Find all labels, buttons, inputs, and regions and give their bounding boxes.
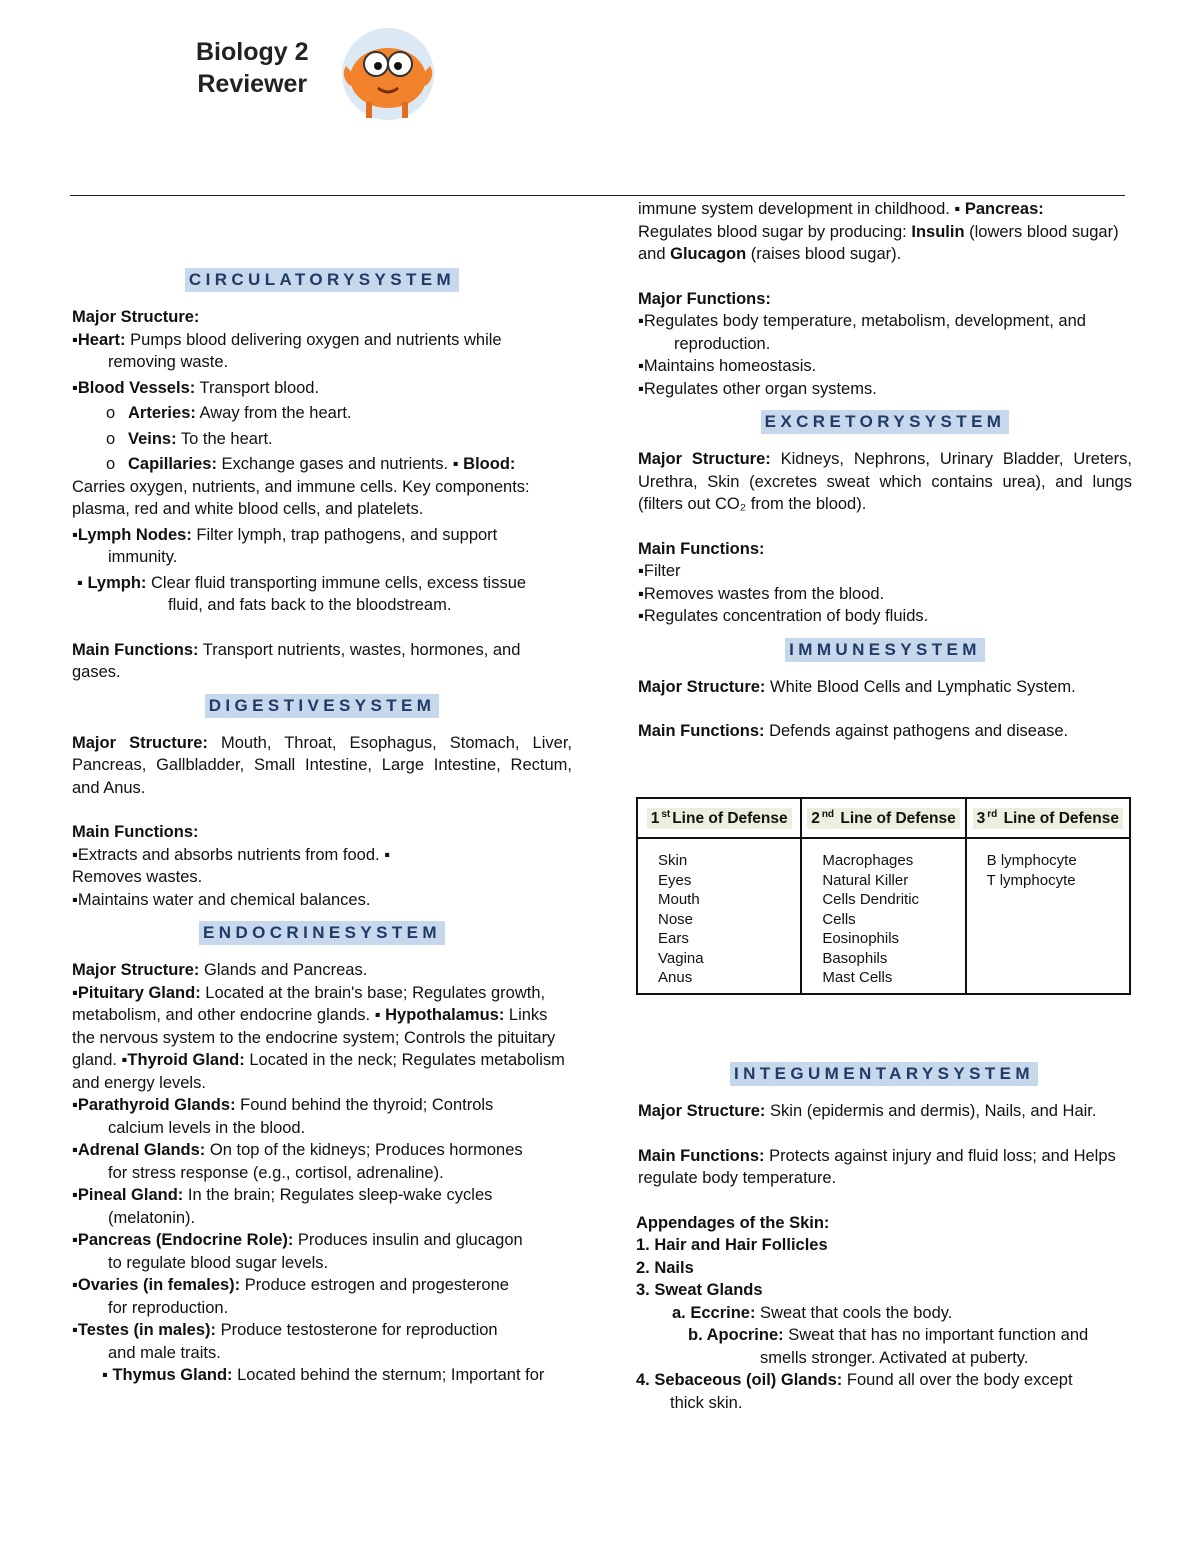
text	[638, 720, 1132, 743]
text: Mouth	[658, 891, 700, 908]
defense-table	[636, 797, 1131, 995]
text: ▪	[374, 1006, 381, 1024]
text	[72, 982, 572, 1095]
bold-label: Main Functions:	[638, 722, 765, 740]
text: White Blood Cells and Lymphatic System.	[765, 677, 1076, 696]
bold-label: Parathyroid Glands:	[77, 1096, 236, 1114]
text: immunity.	[108, 548, 178, 566]
blood-text: Carries oxygen, nutrients, and immune cells. Key components: plasma, red and white blood cells, and platelets.	[72, 477, 530, 518]
text: ▪	[638, 357, 644, 375]
text: Line of Defense	[836, 809, 956, 827]
bold-label: Main Functions:	[72, 640, 199, 659]
bold-label: Major Structure:	[638, 450, 771, 468]
text: Eyes	[658, 871, 692, 889]
text: Sweat that has no important function and	[783, 1326, 1089, 1344]
text	[72, 1274, 572, 1297]
text	[638, 448, 1132, 516]
bold-label: 3. Sweat Glands	[636, 1281, 763, 1299]
text: CIRCULATORYSYSTEM	[185, 268, 459, 292]
text: smells stronger. Activated at puberty.	[760, 1348, 1029, 1367]
bold-label: Major Structure:	[638, 677, 766, 696]
bold-label: Main Functions:	[72, 823, 199, 841]
text	[638, 378, 1132, 401]
bold-label: Pineal Gland:	[77, 1186, 184, 1204]
bold-label: Appendages of the Skin:	[636, 1213, 830, 1232]
text	[636, 1234, 1132, 1257]
text: immune system development in childhood.	[638, 200, 955, 218]
text	[638, 560, 1132, 583]
text: (raises blood sugar).	[746, 245, 902, 263]
text: On top of the kidneys; Produces hormones	[205, 1141, 523, 1159]
text: and male traits.	[108, 1343, 221, 1362]
text	[72, 329, 572, 352]
bold-label: Main Functions:	[638, 539, 765, 558]
text	[973, 808, 1123, 829]
text: Cells Dendritic	[822, 891, 920, 908]
integumentary-section	[636, 1054, 1132, 1414]
text: Kidneys, Nephrons, Urinary Bladder, Ureters, Urethra, Skin (excretes sweat which contains urea), and lungs (filters out CO₂ from the blood).	[638, 450, 1133, 513]
text	[72, 377, 572, 400]
digestive-heading	[72, 694, 572, 718]
text	[72, 524, 572, 547]
first-line-cell	[637, 838, 801, 994]
text: ▪	[72, 1141, 78, 1159]
text: Located behind the sternum; Important for	[232, 1366, 545, 1384]
text: Transport nutrients, wastes, hormones, and gases.	[72, 640, 521, 681]
bold-label: a. Eccrine:	[672, 1303, 756, 1322]
text: Links the nervous system to the endocrine system; Controls the pituitary gland.	[72, 1006, 556, 1069]
text: DIGESTIVESYSTEM	[205, 694, 440, 718]
text	[638, 288, 1132, 311]
bold-label: Major Structure:	[72, 733, 208, 752]
text: Produces insulin and glucagon	[293, 1231, 523, 1249]
text	[638, 538, 1132, 561]
text: ▪	[72, 1231, 78, 1249]
bold-label: Major Structure:	[638, 1102, 766, 1120]
text: (lowers blood sugar) and	[638, 222, 1119, 263]
text: Regulates concentration of body fluids.	[643, 607, 929, 625]
text: Mouth, Throat, Esophagus, Stomach, Liver, Pancreas, Gallbladder, Small Intestine, Large Intestine, Rectum, and Anus.	[72, 733, 572, 797]
text: Macrophages	[822, 852, 914, 869]
text: ▪	[102, 1366, 108, 1384]
text	[638, 605, 1132, 628]
text	[72, 821, 572, 844]
text: Regulates blood sugar by producing:	[638, 222, 912, 241]
text	[636, 1212, 1132, 1235]
text	[72, 402, 572, 425]
bold-label: b. Apocrine:	[688, 1326, 784, 1344]
endocrine-heading	[72, 921, 572, 945]
bold-label: Blood Vessels:	[77, 378, 196, 397]
third-line-cell	[966, 838, 1130, 994]
text: 1	[650, 809, 660, 827]
defense-header-row	[637, 798, 1130, 838]
text	[636, 1369, 1132, 1392]
bold-label: Thymus Gland:	[112, 1366, 233, 1384]
text: ▪	[384, 845, 391, 864]
text: 2	[811, 809, 820, 827]
text: Eosinophils	[822, 930, 900, 947]
excretory-heading	[638, 410, 1132, 434]
title-line-1: Biology 2	[196, 38, 309, 66]
text: calcium levels in the blood.	[108, 1118, 306, 1137]
text: ▪	[452, 455, 459, 473]
circulatory-heading	[72, 268, 572, 292]
text	[638, 676, 1132, 699]
text	[638, 355, 1132, 378]
text: Skin (epidermis and dermis), Nails, and Hair.	[765, 1102, 1097, 1120]
text: ▪	[638, 562, 644, 580]
integumentary-heading	[636, 1062, 1132, 1086]
text: Produce testosterone for reproduction	[216, 1321, 498, 1339]
bold-label: Lymph Nodes:	[77, 525, 192, 544]
page-title	[196, 36, 309, 100]
text	[72, 1094, 572, 1117]
text: Regulates other organ systems.	[643, 379, 877, 398]
text: Exchange gases and nutrients.	[216, 455, 453, 473]
text: ▪	[638, 312, 644, 330]
text	[638, 221, 1132, 266]
text: To the heart.	[176, 429, 273, 448]
text	[636, 1324, 1132, 1347]
text: Sweat that cools the body.	[755, 1303, 953, 1322]
text	[72, 428, 572, 451]
text: Maintains water and chemical balances.	[77, 890, 371, 909]
text: Regulates body temperature, metabolism, development, and	[643, 312, 1086, 330]
text	[72, 1364, 572, 1387]
text	[638, 310, 1132, 333]
bold-label: Major Structure:	[72, 961, 200, 979]
defense-body-row	[637, 838, 1130, 994]
text: for stress response (e.g., cortisol, adrenaline).	[108, 1163, 444, 1182]
text: ▪	[72, 330, 78, 349]
text: ▪	[72, 1321, 78, 1339]
text: T lymphocyte	[986, 871, 1076, 889]
text: rd	[987, 808, 998, 820]
text: Line of Defense	[672, 809, 788, 827]
bold-label: Blood:	[463, 455, 516, 473]
text: to regulate blood sugar levels.	[108, 1253, 329, 1272]
text: 3	[976, 809, 986, 827]
text: Pumps blood delivering oxygen and nutrients while	[125, 330, 502, 349]
text: ▪	[72, 983, 78, 1002]
bold-label: Hypothalamus:	[385, 1006, 505, 1024]
text: ▪	[638, 584, 644, 603]
text: Located in the neck; Regulates metabolism and energy levels.	[72, 1051, 565, 1092]
bold-label: Pituitary Gland:	[77, 983, 201, 1002]
bold-label: Lymph:	[87, 573, 147, 592]
bold-label: Adrenal Glands:	[77, 1141, 206, 1159]
text: ▪	[72, 1096, 78, 1114]
text	[636, 1145, 1132, 1190]
text: Cells	[822, 910, 856, 928]
bold-label: Pancreas:	[964, 200, 1044, 218]
text: thick skin.	[670, 1393, 743, 1412]
text: Defends against pathogens and disease.	[764, 722, 1069, 740]
text: Filter lymph, trap pathogens, and support	[191, 525, 498, 544]
bold-label: 4. Sebaceous (oil) Glands:	[636, 1371, 843, 1389]
text: IMMUNESYSTEM	[785, 638, 985, 662]
text: fluid, and fats back to the bloodstream.	[168, 596, 452, 614]
text: Nose	[658, 910, 694, 928]
text	[72, 639, 572, 684]
text: Clear fluid transporting immune cells, excess tissue	[146, 573, 527, 592]
bold-label: Heart:	[77, 330, 126, 349]
text: Found all over the body except	[842, 1371, 1073, 1389]
bold-label: Major Functions:	[638, 289, 771, 308]
text: Away from the heart.	[195, 404, 352, 422]
text	[72, 453, 572, 476]
text: Basophils	[822, 949, 888, 967]
text: ▪	[121, 1051, 128, 1069]
bold-label: Veins:	[128, 429, 177, 448]
bold-label: Pancreas (Endocrine Role):	[77, 1231, 294, 1249]
bold-label: Thyroid Gland:	[127, 1051, 245, 1069]
text: In the brain; Regulates sleep-wake cycles	[183, 1186, 493, 1204]
text: (melatonin).	[108, 1208, 196, 1227]
text: ▪	[72, 1276, 78, 1294]
text	[638, 198, 1132, 221]
text: Extracts and absorbs nutrients from food.	[77, 845, 385, 864]
text: INTEGUMENTARYSYSTEM	[730, 1062, 1038, 1086]
text	[72, 889, 572, 912]
bold-label: Major Structure:	[72, 308, 200, 326]
text	[72, 1319, 572, 1342]
bold-label: Capillaries:	[128, 455, 217, 473]
text: Line of Defense	[999, 809, 1119, 827]
text: ▪	[638, 607, 644, 625]
text: ▪	[72, 378, 78, 397]
text	[72, 1139, 572, 1162]
text: for reproduction.	[108, 1298, 229, 1317]
text: nd	[821, 808, 835, 820]
text: Glands and Pancreas.	[199, 961, 368, 979]
text: Maintains homeostasis.	[643, 357, 817, 375]
defense-header-1	[637, 798, 801, 838]
text: ▪	[77, 573, 83, 592]
text: Protects against injury and fluid loss; and Helps regulate body temperature.	[638, 1146, 1116, 1187]
text	[636, 1257, 1132, 1280]
text	[72, 732, 572, 800]
text	[807, 808, 960, 829]
bold-label: Glucagon	[670, 245, 747, 263]
text: Transport blood.	[195, 378, 320, 397]
text	[647, 808, 792, 829]
bold-label: Arteries:	[128, 404, 196, 422]
text	[636, 1100, 1132, 1123]
text: o	[106, 404, 116, 422]
text: EXCRETORYSYSTEM	[761, 410, 1010, 434]
text: ▪	[72, 525, 78, 544]
text: o	[106, 429, 116, 448]
text: Skin	[658, 852, 688, 869]
text	[72, 572, 572, 595]
bold-label: Main Functions:	[638, 1146, 765, 1165]
defense-header-3	[966, 798, 1130, 838]
text	[636, 1279, 1132, 1302]
text	[72, 1229, 572, 1252]
text: Filter	[643, 562, 681, 580]
text	[72, 959, 572, 982]
bold-label: Testes (in males):	[77, 1321, 217, 1339]
immune-heading	[638, 638, 1132, 662]
text	[638, 583, 1132, 606]
text: ▪	[638, 379, 644, 398]
text: Natural Killer	[822, 871, 909, 889]
text: ▪	[72, 845, 78, 864]
text: ENDOCRINESYSTEM	[199, 921, 445, 945]
text: removing waste.	[108, 353, 229, 371]
header-divider	[70, 195, 1125, 196]
text: Found behind the thyroid; Controls	[235, 1096, 494, 1114]
text: Mast Cells	[822, 969, 893, 986]
text: Ears	[658, 930, 689, 947]
right-column	[638, 198, 1132, 743]
text: ▪	[954, 200, 961, 218]
text: Removes wastes from the blood.	[643, 584, 885, 603]
text	[72, 306, 572, 329]
text: o	[106, 455, 116, 473]
bold-label: Ovaries (in females):	[77, 1276, 241, 1294]
bold-label: 1. Hair and Hair Follicles	[636, 1236, 828, 1254]
text: B lymphocyte	[986, 852, 1077, 869]
text: reproduction.	[674, 334, 771, 353]
cartoon-fish-icon	[336, 26, 440, 126]
text: Produce estrogen and progesterone	[240, 1276, 509, 1294]
text: Located at the brain's base; Regulates growth, metabolism, and other endocrine glands.	[72, 983, 546, 1024]
bold-label: Insulin	[911, 222, 965, 241]
text: st	[661, 808, 671, 820]
text	[636, 1302, 1132, 1325]
title-line-2: Reviewer	[197, 70, 308, 98]
text: Anus	[658, 969, 693, 986]
bold-label: 2. Nails	[636, 1258, 694, 1277]
text	[72, 844, 572, 867]
text: ▪	[72, 1186, 78, 1204]
text: Vagina	[658, 949, 704, 967]
text: ▪	[72, 890, 78, 909]
text: Removes wastes.	[72, 868, 203, 886]
defense-header-2	[801, 798, 965, 838]
text	[72, 1184, 572, 1207]
left-column	[72, 260, 572, 1387]
second-line-cell	[801, 838, 965, 994]
